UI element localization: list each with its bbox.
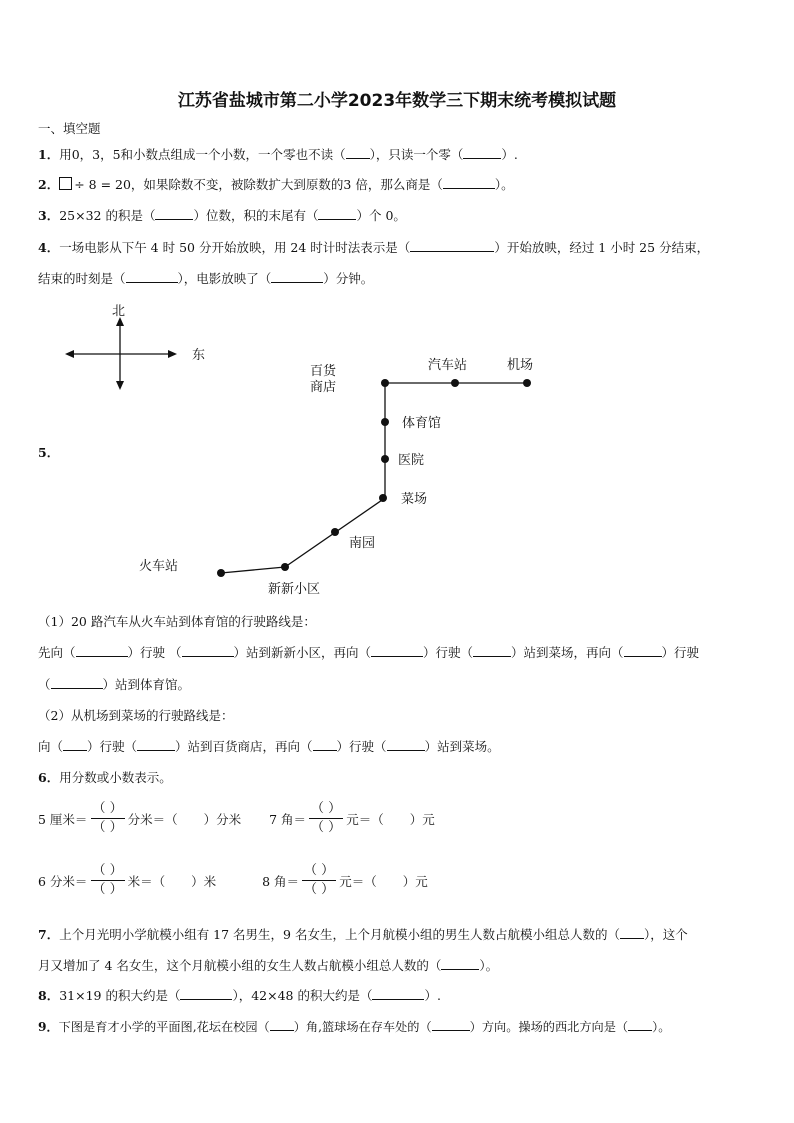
answer-blank[interactable] [372,988,424,1000]
question-text: 6 分米＝ [38,873,88,889]
question-1 [38,147,763,163]
question-text: 31×19 的积大约是（ [59,988,181,1003]
question-2 [38,177,763,193]
answer-blank[interactable] [63,739,87,751]
answer-blank[interactable] [155,208,193,220]
question-6 [38,770,763,786]
label-market: 菜场 [401,492,428,507]
square-box-icon [59,177,72,190]
answer-blank[interactable] [432,1019,470,1031]
label-dept-store-2: 商店 [310,380,337,395]
question-text: ）元 [402,873,428,889]
question-number: 9． [38,1020,59,1034]
question-number: 2． [38,177,60,192]
question-text: ）. [501,147,518,162]
station-dot-airport [523,379,531,387]
question-5-number: 5． [38,445,60,460]
fraction-blank[interactable] [301,862,337,899]
question-text: ）站到菜场，再向（ [511,645,624,660]
label-gym: 体育馆 [402,416,442,431]
question-text: 先向（ [38,645,76,660]
question-text: ）米 [191,873,217,889]
answer-blank[interactable] [182,645,234,657]
question-6-row-1 [38,800,435,837]
question-text: ）行驶（ [423,645,474,660]
question-text: ）。 [652,1020,671,1034]
compass-icon [65,317,177,390]
question-text: 用分数或小数表示。 [59,770,172,785]
answer-blank[interactable] [137,739,175,751]
question-7-line-2 [38,958,763,974]
fraction-numerator: （ ） [311,801,342,816]
question-8 [38,988,763,1004]
question-text: 下图是育才小学的平面图,花坛在校园（ [58,1020,270,1034]
question-text: 上个月光明小学航模小组有 17 名男生，9 名女生，上个月航模小组的男生人数占航模小组总人数的（ [59,927,620,942]
question-5-sub-2-line [38,739,763,755]
label-dept-store-1: 百货 [310,364,337,379]
question-number: 3． [38,208,60,223]
answer-blank[interactable] [624,645,662,657]
question-text: ）. [424,988,441,1003]
compass-east-label: 东 [192,348,206,363]
answer-blank[interactable] [180,988,232,1000]
question-number: 7． [38,927,60,942]
question-text: ）行驶（ [336,739,387,754]
question-text: 25×32 的积是（ [59,208,156,223]
question-number: 1． [38,147,60,162]
question-text: 元＝（ [339,873,377,889]
question-text: ），42×48 的积大约是（ [232,988,373,1003]
label-bus-station: 汽车站 [428,358,468,373]
fraction-denominator: （ ） [304,882,335,897]
answer-blank[interactable] [270,1019,294,1031]
question-text: 米＝（ [127,873,166,889]
answer-blank[interactable] [441,958,479,970]
question-text: 分米＝（ [127,811,178,827]
question-5-sub-2-title: （2）从机场到菜场的行驶路线是： [38,708,234,723]
question-text: ）角,篮球场在存车处的（ [293,1020,432,1034]
question-text: ）。 [494,177,514,192]
fraction-numerator: （ ） [92,863,123,878]
answer-blank[interactable] [410,240,494,252]
question-text: ）行驶（ [87,739,138,754]
question-6-row-2 [38,862,428,899]
question-text: ）站到新新小区，再向（ [233,645,372,660]
question-text: ÷ 8 = 20，如果除数不变，被除数扩大到原数的3 倍，那么商是（ [74,177,443,192]
section-heading: 一、填空题 [38,121,101,136]
question-text: ）行驶 （ [127,645,182,660]
question-text: ）。 [479,958,499,973]
question-text: ），这个 [643,927,688,942]
label-xinxin: 新新小区 [268,582,321,597]
answer-blank[interactable] [473,645,511,657]
question-text: ）方向。操场的西北方向是（ [469,1020,629,1034]
question-text: 一场电影从下午 4 时 50 分开始放映，用 24 时计时法表示是（ [59,240,411,255]
question-text: ），电影放映了（ [177,271,272,286]
question-text: ）站到百货商店，再向（ [175,739,313,754]
question-text: ）个 0。 [356,208,406,223]
station-dot-xinxin [281,563,289,571]
question-text: ）元 [409,811,435,827]
question-text: 结束的时刻是（ [38,271,126,286]
fraction-denominator: （ ） [311,820,342,835]
question-text: 8 角＝ [262,873,300,889]
question-5-sub-1-title: （1）20 路汽车从火车站到体育馆的行驶路线是： [38,614,316,629]
question-text: ）行驶 [661,645,700,660]
page-title: 江苏省盐城市第二小学2023年数学三下期末统考模拟试题 [177,91,617,111]
question-text: ）分钟。 [323,271,374,286]
question-text: ）站到菜场。 [424,739,500,754]
question-text: 7 角＝ [269,811,307,827]
question-text: 5 厘米＝ [38,811,88,827]
question-number: 6． [38,770,60,785]
answer-blank[interactable] [443,177,495,189]
answer-blank[interactable] [271,271,323,283]
answer-blank[interactable] [628,1019,652,1031]
label-airport: 机场 [507,358,534,373]
station-dot-bus-station [451,379,459,387]
fraction-blank[interactable] [89,800,125,837]
question-text: ）分米 [203,811,242,827]
answer-blank[interactable] [313,739,337,751]
station-dot-gym [381,418,389,426]
question-text: ）站到体育馆。 [102,677,191,692]
question-text: ）开始放映，经过 1 小时 25 分结束， [494,240,710,255]
route-map [0,295,794,605]
fraction-numerator: （ ） [304,863,335,878]
question-text: 向（ [38,739,64,754]
answer-blank[interactable] [620,927,644,939]
station-dot-hospital [381,455,389,463]
question-text: （ [38,677,51,692]
compass-north-label: 北 [112,304,126,319]
question-number: 8． [38,988,60,1003]
answer-blank[interactable] [126,271,178,283]
station-dot-train-station [217,569,225,577]
fraction-blank[interactable] [89,862,125,899]
question-4-line-2 [38,271,763,287]
question-4-line-1 [38,240,763,256]
question-5-sub-1-line-1 [38,645,763,661]
answer-blank[interactable] [76,645,128,657]
question-text: 月又增加了 4 名女生，这个月航模小组的女生人数占航模小组总人数的（ [38,958,442,973]
answer-blank[interactable] [463,147,501,159]
question-text: ），只读一个零（ [369,147,464,162]
question-text: 用0，3，5和小数点组成一个小数，一个零也不读（ [59,147,346,162]
label-train-station: 火车站 [139,559,179,574]
fraction-denominator: （ ） [92,882,123,897]
station-dot-south-garden [331,528,339,536]
answer-blank[interactable] [318,208,356,220]
question-text: ）位数，积的末尾有（ [193,208,319,223]
question-3 [38,208,763,224]
answer-blank[interactable] [387,739,425,751]
question-text: 元＝（ [346,811,384,827]
fraction-numerator: （ ） [92,801,123,816]
question-5-sub-1-line-2 [38,677,763,693]
answer-blank[interactable] [346,147,370,159]
fraction-blank[interactable] [308,800,344,837]
fraction-denominator: （ ） [92,820,123,835]
question-number: 4． [38,240,60,255]
label-hospital: 医院 [398,453,425,468]
station-dot-market [379,494,387,502]
answer-blank[interactable] [371,645,423,657]
label-south-garden: 南园 [349,536,376,551]
station-dot-dept-store [381,379,389,387]
question-7-line-1 [38,927,763,943]
question-9 [38,1019,763,1035]
answer-blank[interactable] [51,677,103,689]
